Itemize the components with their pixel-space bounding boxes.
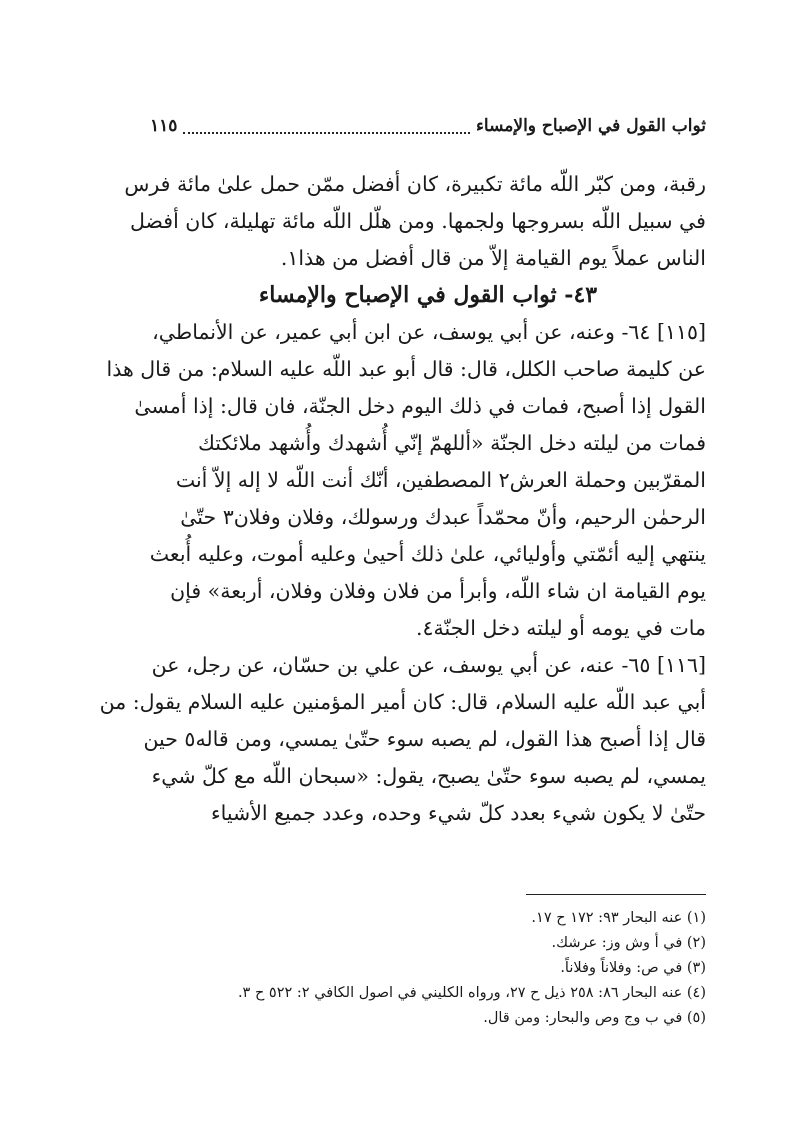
footnote-3: (٣) في ص: وفلاناً وفلاناً. xyxy=(560,960,706,976)
text-line-6: عن كليمة صاحب الكلل، قال: قال أبو عبد اللّه عليه السلام: من قال هذا xyxy=(106,357,706,381)
text-line-14: [١١٦] ٦٥- عنه، عن أبي يوسف، عن علي بن حسّان، عن رجل، عن xyxy=(151,653,706,677)
text-line-9: المقرّبين وحملة العرش٢ المصطفين، أنّك أنت اللّه لا إله إلاّ أنت xyxy=(175,468,706,492)
text-line-3: الناس عملاً يوم القيامة إلاّ من قال أفضل من هذا١. xyxy=(280,246,706,270)
text-line-10: الرحمٰن الرحيم، وأنّ محمّداً عبدك ورسولك، وفلان وفلان٣ حتّىٰ xyxy=(180,505,706,529)
text-line-13: مات في يومه أو ليلته دخل الجنّة٤. xyxy=(416,616,706,640)
text-line-12: يوم القيامة ان شاء اللّه، وأبرأ من فلان وفلان وفلان، أربعة» فإن xyxy=(170,579,706,603)
main-text xyxy=(99,170,706,836)
footnote-4: (٤) عنه البحار ٨٦: ٢٥٨ ذيل ح ٢٧، ورواه الكليني في اصول الكافي ٢: ٥٢٢ ح ٣. xyxy=(237,985,706,1001)
text-line-16: قال إذا أصبح هذا القول، لم يصبه سوء حتّىٰ يمسي، ومن قاله٥ حين xyxy=(143,727,706,751)
text-line-1: رقبة، ومن كبّر اللّه مائة تكبيرة، كان أفضل ممّن حمل علىٰ مائة فرس xyxy=(124,172,706,196)
text-line-5: [١١٥] ٦٤- وعنه، عن أبي يوسف، عن ابن أبي عمير، عن الأنماطي، xyxy=(152,320,706,344)
text-line-8: فمات من ليلته دخل الجنّة «أللهمّ إنّي أُشهدك وأُشهد ملائكتك xyxy=(197,431,706,455)
running-header xyxy=(150,108,706,144)
text-line-2: في سبيل اللّه بسروجها ولجمها. ومن هلّل اللّه مائة تهليلة، كان أفضل xyxy=(129,209,706,233)
text-line-18: حتّىٰ لا يكون شيء بعدد كلّ شيء وحده، وعدد جميع الأشياء xyxy=(210,801,706,825)
footnote-1: (١) عنه البحار ٩٣: ١٧٢ ح ١٧. xyxy=(531,910,706,926)
header-leader-dots xyxy=(183,132,470,134)
text-line-17: يمسي، لم يصبه سوء حتّىٰ يصبح، يقول: «سبحان اللّه مع كلّ شيء xyxy=(151,764,706,788)
section-heading: ٤٣- ثواب القول في الإصباح والإمساء xyxy=(258,282,598,308)
footnotes xyxy=(150,906,706,1031)
footnote-separator xyxy=(526,894,706,895)
text-line-15: أبي عبد اللّه عليه السلام، قال: كان أمير المؤمنين عليه السلام يقول: من xyxy=(99,690,706,714)
text-line-7: القول إذا أصبح، فمات في ذلك اليوم دخل الجنّة، فان قال: إذا أمسىٰ xyxy=(134,394,706,418)
footnote-5: (٥) في ب وج وص والبحار: ومن قال. xyxy=(483,1010,706,1026)
header-title: ثواب القول في الإصباح والإمساء xyxy=(475,116,706,136)
text-line-11: ينتهي إليه أئمّتي وأوليائي، علىٰ ذلك أحيىٰ وعليه أموت، وعليه أُبعث xyxy=(149,542,706,566)
page-number: ١١٥ xyxy=(150,116,178,136)
footnote-2: (٢) في أ وش وز: عرشك. xyxy=(551,935,706,951)
